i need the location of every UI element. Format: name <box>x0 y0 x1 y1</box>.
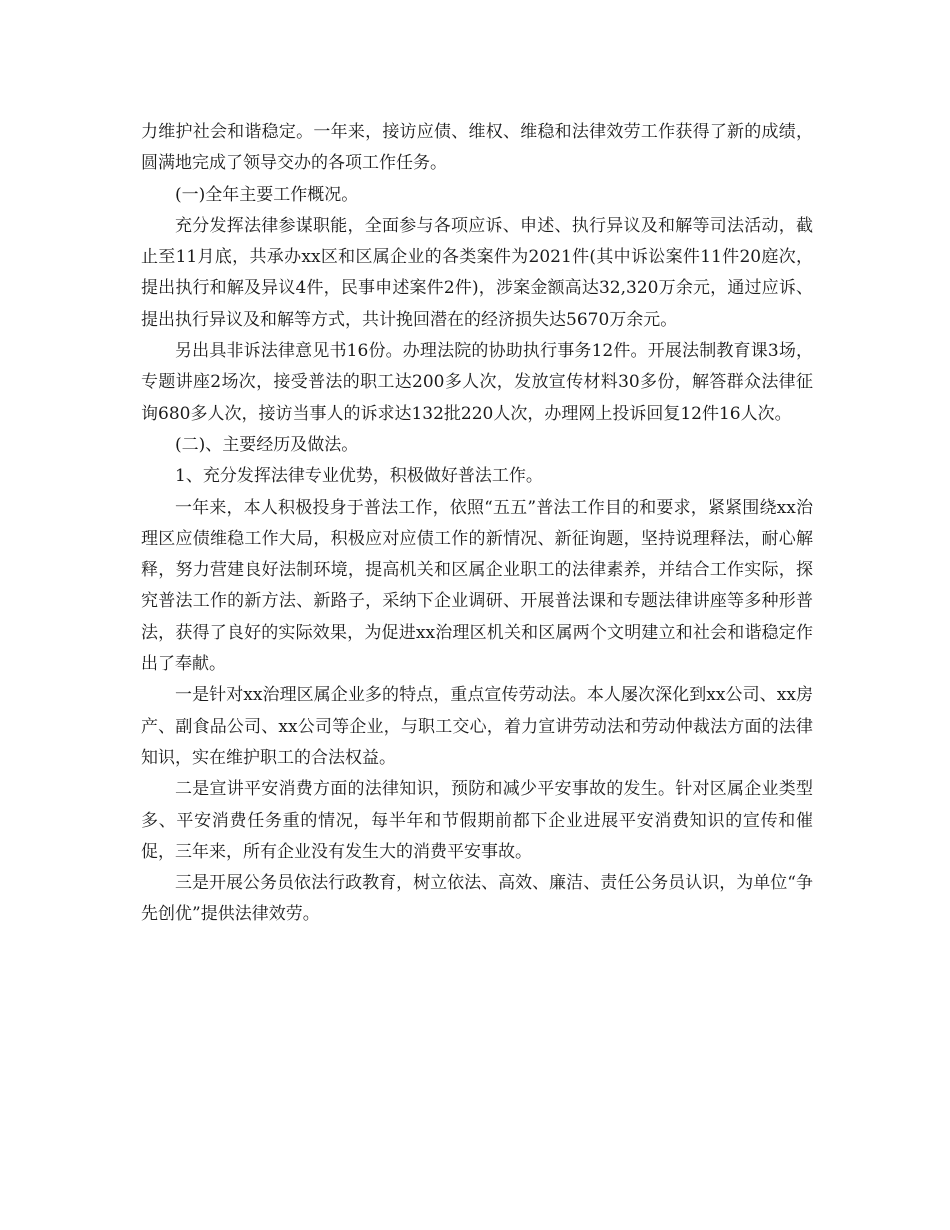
paragraph: 另出具非诉法律意见书16份。办理法院的协助执行事务12件。开展法制教育课3场，专题讲座2场次，接受普法的职工达200多人次，发放宣传材料30多份，解答群众法律征询680多人次，接访当事人的诉求达132批220人次，办理网上投诉回复12件16人次。 <box>141 341 813 424</box>
subsection-heading: 1、充分发挥法律专业优势，积极做好普法工作。 <box>175 466 543 487</box>
paragraph: 力维护社会和谐稳定。一年来，接访应债、维权、维稳和法律效劳工作获得了新的成绩，圆满地完成了领导交办的各项工作任务。 <box>141 122 813 174</box>
section-heading: (二)、主要经历及做法。 <box>175 434 359 455</box>
paragraph: 三是开展公务员依法行政教育，树立依法、高效、廉洁、责任公务员认识，为单位“争先创优”提供法律效劳。 <box>141 873 813 925</box>
paragraph: 一年来，本人积极投身于普法工作，依照“五五”普法工作目的和要求，紧紧围绕xx治理区应债维稳工作大局，积极应对应债工作的新情况、新征询题，坚持说理释法，耐心解释，努力营建良好法制环境，提高机关和区属企业职工的法律素养，并结合工作实际，探究普法工作的新方法、新路子，采纳下企业调研、开展普法课和专题法律讲座等多种形普法，获得了良好的实际效果，为促进xx治理区机关和区属两个文明建立和社会和谐稳定作出了奉献。 <box>141 497 813 675</box>
paragraph: 二是宣讲平安消费方面的法律知识，预防和减少平安事故的发生。针对区属企业类型多、平安消费任务重的情况，每半年和节假期前都下企业进展平安消费知识的宣传和催促，三年来，所有企业没有发生大的消费平安事故。 <box>141 779 813 862</box>
section-heading: (一)全年主要工作概况。 <box>175 184 359 205</box>
paragraph: 充分发挥法律参谋职能，全面参与各项应诉、申述、执行异议及和解等司法活动，截止至11月底，共承办xx区和区属企业的各类案件为2021件(其中诉讼案件11件20庭次，提出执行和解及异议4件，民事申述案件2件)，涉案金额高达32,320万余元，通过应诉、提出执行异议及和解等方式，共计挽回潜在的经济损失达5670万余元。 <box>141 215 813 330</box>
paragraph: 一是针对xx治理区属企业多的特点，重点宣传劳动法。本人屡次深化到xx公司、xx房产、副食品公司、xx公司等企业，与职工交心，着力宣讲劳动法和劳动仲裁法方面的法律知识，实在维护职工的合法权益。 <box>141 685 813 768</box>
document-body <box>141 117 813 931</box>
